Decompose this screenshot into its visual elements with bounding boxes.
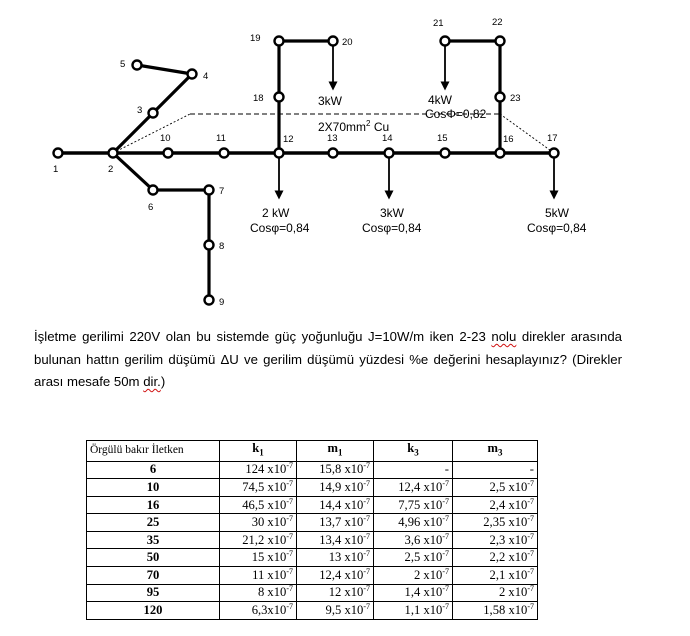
- table-row: [87, 549, 538, 567]
- cell-section: 95: [87, 584, 220, 602]
- cell-k3: 2,5 $x10^{-7}$: [374, 549, 453, 567]
- pole-label-20: 20: [342, 37, 353, 48]
- cell-k1: 46,5 $x10^{-7}$: [220, 496, 297, 514]
- cell-k1: 124 $x10^{-7}$: [220, 461, 297, 479]
- pole-11: [220, 149, 229, 158]
- cell-m3: 1,58 $x10^{-7}$: [453, 602, 538, 620]
- pole-20: [329, 37, 338, 46]
- cell-m1: 13 $x10^{-7}$: [297, 549, 374, 567]
- branch-lines: [113, 41, 500, 300]
- pole-label-23: 23: [510, 93, 521, 104]
- pole-label-18: 18: [253, 93, 264, 104]
- pole-label-21: 21: [433, 18, 444, 29]
- conductor-coefficient-table: [86, 440, 538, 620]
- question-nolu: nolu: [491, 329, 517, 344]
- pole-19: [275, 37, 284, 46]
- pole-21: [441, 37, 450, 46]
- table-body: [87, 461, 538, 619]
- cell-m3: 2 $x10^{-7}$: [453, 584, 538, 602]
- header-m3: $m_3$: [453, 441, 538, 462]
- pole-3: [149, 109, 158, 118]
- pole-7: [205, 186, 214, 195]
- pole-22: [496, 37, 505, 46]
- table-row: [87, 602, 538, 620]
- cell-section: 35: [87, 531, 220, 549]
- pole-17: [550, 149, 559, 158]
- table-row: [87, 567, 538, 585]
- cell-k3: 3,6 $x10^{-7}$: [374, 531, 453, 549]
- cell-section: 10: [87, 479, 220, 497]
- cell-m1: 12 $x10^{-7}$: [297, 584, 374, 602]
- cell-k1: 8 $x10^{-7}$: [220, 584, 297, 602]
- cell-section: 6: [87, 461, 220, 479]
- cell-section: 16: [87, 496, 220, 514]
- cell-k1: 30 $x10^{-7}$: [220, 514, 297, 532]
- cell-k1: 21,2 $x10^{-7}$: [220, 531, 297, 549]
- table-row: [87, 531, 538, 549]
- pole-label-14: 14: [382, 133, 393, 144]
- header-k1: $k_1$: [220, 441, 297, 462]
- pole-5: [133, 61, 142, 70]
- pole-2: [109, 149, 118, 158]
- cell-m1: 14,4 $x10^{-7}$: [297, 496, 374, 514]
- pole-label-13: 13: [327, 133, 338, 144]
- pole-label-6: 6: [148, 202, 154, 213]
- table-header-row: [87, 441, 538, 462]
- pole-1: [54, 149, 63, 158]
- pole-label-9: 9: [219, 297, 225, 308]
- cable-spec: $2X70mm^2$ Cu: [318, 119, 390, 134]
- cell-m1: 14,9 $x10^{-7}$: [297, 479, 374, 497]
- cell-m1: 12,4 $x10^{-7}$: [297, 567, 374, 585]
- pole-label-7: 7: [219, 186, 225, 197]
- pole-label-10: 10: [160, 133, 171, 144]
- cell-m3: 2,1 $x10^{-7}$: [453, 567, 538, 585]
- pole-18: [275, 93, 284, 102]
- question-dir: dir.: [143, 374, 161, 389]
- question-part-3: ): [160, 374, 166, 389]
- cell-k3: -: [374, 461, 453, 479]
- pole-16: [496, 149, 505, 158]
- load-17-power: 5kW: [545, 206, 569, 220]
- load-14-cos: Cosφ=0,84: [362, 221, 422, 235]
- cell-section: 25: [87, 514, 220, 532]
- load-21-power: 4kW: [428, 93, 452, 107]
- cell-section: 50: [87, 549, 220, 567]
- header-section: Örgülü bakır İletken: [87, 441, 220, 462]
- table-row: [87, 461, 538, 479]
- pole-label-4: 4: [203, 71, 209, 82]
- cell-k1: $6,3x10^{-7}$: [220, 602, 297, 620]
- pole-label-17: 17: [547, 133, 558, 144]
- cell-m3: 2,2 $x10^{-7}$: [453, 549, 538, 567]
- cell-section: 70: [87, 567, 220, 585]
- load-17-cos: Cosφ=0,84: [527, 221, 587, 235]
- load-12-power: 2 kW: [262, 206, 290, 220]
- pole-label-8: 8: [219, 241, 225, 252]
- pole-4: [188, 70, 197, 79]
- cell-section: 120: [87, 602, 220, 620]
- cell-k3: 12,4 $x10^{-7}$: [374, 479, 453, 497]
- pole-10: [164, 149, 173, 158]
- pole-label-2: 2: [108, 164, 114, 175]
- cell-k3: 1,4 $x10^{-7}$: [374, 584, 453, 602]
- pole-label-5: 5: [120, 59, 126, 70]
- cell-m3: 2,4 $x10^{-7}$: [453, 496, 538, 514]
- header-m1: $m_1$: [297, 441, 374, 462]
- poles: [54, 37, 559, 305]
- load-14-power: 3kW: [380, 206, 404, 220]
- cell-m1: 13,7 $x10^{-7}$: [297, 514, 374, 532]
- pole-13: [329, 149, 338, 158]
- pole-label-12: 12: [283, 134, 294, 145]
- load-21-cos: CosΦ=0,82: [425, 107, 487, 121]
- pole-label-3: 3: [137, 105, 143, 116]
- pole-label-16: 16: [503, 134, 514, 145]
- pole-15: [441, 149, 450, 158]
- pole-12: [275, 149, 284, 158]
- pole-labels: [53, 17, 558, 308]
- cell-k1: 15 $x10^{-7}$: [220, 549, 297, 567]
- pole-6: [149, 186, 158, 195]
- cell-m1: 9,5 $x10^{-7}$: [297, 602, 374, 620]
- cell-k1: 11 $x10^{-7}$: [220, 567, 297, 585]
- pole-label-22: 22: [492, 17, 503, 28]
- question-part-2: direkler arasında bulunan hattın gerilim düşümü ΔU ve gerilim düşümü yüzdesi %e değerini hesaplayınız? (Direkler arası mesafe 50m: [34, 329, 623, 389]
- pole-8: [205, 241, 214, 250]
- pole-14: [385, 149, 394, 158]
- cell-m3: -: [453, 461, 538, 479]
- cell-m3: 2,35 $x10^{-7}$: [453, 514, 538, 532]
- pole-9: [205, 296, 214, 305]
- cell-m3: 2,5 $x10^{-7}$: [453, 479, 538, 497]
- cell-k3: 2 $x10^{-7}$: [374, 567, 453, 585]
- cell-k3: 7,75 $x10^{-7}$: [374, 496, 453, 514]
- header-k3: $k_3$: [374, 441, 453, 462]
- pole-label-19: 19: [250, 33, 261, 44]
- cell-k3: 1,1 $x10^{-7}$: [374, 602, 453, 620]
- cell-m1: 13,4 $x10^{-7}$: [297, 531, 374, 549]
- pole-label-15: 15: [437, 133, 448, 144]
- table-row: [87, 479, 538, 497]
- cell-k3: 4,96 $x10^{-7}$: [374, 514, 453, 532]
- question-part-1: İşletme gerilimi 220V olan bu sistemde güç yoğunluğu J=10W/m iken 2-23: [34, 329, 492, 344]
- table-row: [87, 496, 538, 514]
- cell-k1: 74,5 $x10^{-7}$: [220, 479, 297, 497]
- load-20-power: 3kW: [318, 94, 342, 108]
- table-row: [87, 584, 538, 602]
- question-text: [34, 326, 622, 394]
- pole-label-11: 11: [216, 133, 226, 144]
- table-row: [87, 514, 538, 532]
- cell-m1: 15,8 $x10^{-7}$: [297, 461, 374, 479]
- pole-23: [496, 93, 505, 102]
- cell-m3: 2,3 $x10^{-7}$: [453, 531, 538, 549]
- pole-label-1: 1: [53, 164, 59, 175]
- load-12-cos: Cosφ=0,84: [250, 221, 310, 235]
